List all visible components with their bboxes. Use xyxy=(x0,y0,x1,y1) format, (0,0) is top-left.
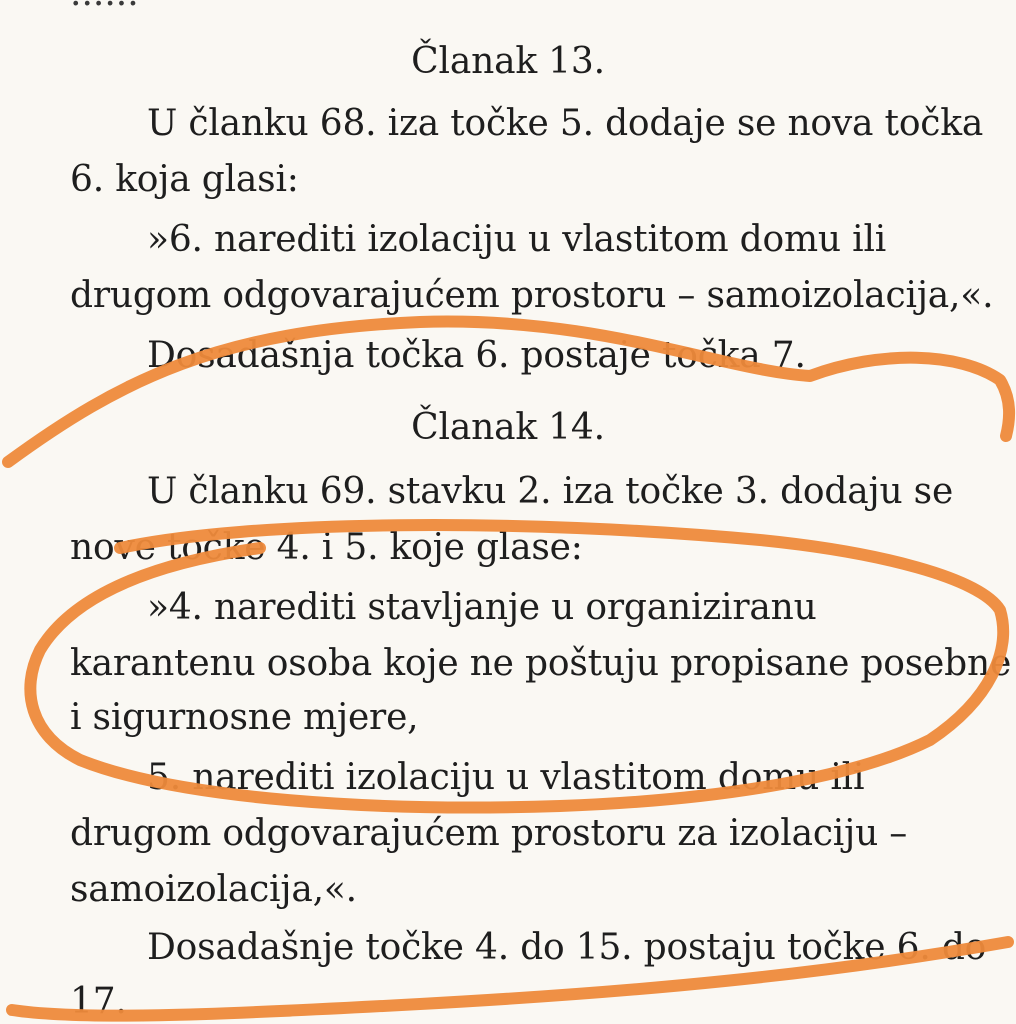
article-13-line-2: 6. koja glasi: xyxy=(70,159,299,200)
article-13-line-5: Dosadašnja točka 6. postaje točka 7. xyxy=(147,335,806,376)
article-14-line-5: i sigurnosne mjere, xyxy=(70,697,419,738)
article-13-line-1: U članku 68. iza točke 5. dodaje se nova točka xyxy=(147,103,984,144)
article-14-line-4: karantenu osoba koje ne poštuju propisane posebne xyxy=(70,643,1012,684)
article-13-line-3: »6. narediti izolaciju u vlastitom domu ili xyxy=(147,219,887,260)
article-14-line-6: 5. narediti izolaciju u vlastitom domu ili xyxy=(147,757,865,798)
cut-off-top-line xyxy=(70,0,139,14)
article-13-line-4: drugom odgovarajućem prostoru – samoizolacija,«. xyxy=(70,275,994,316)
article-14-line-9: Dosadašnje točke 4. do 15. postaju točke 6. do xyxy=(147,927,987,968)
article-14-line-1: U članku 69. stavku 2. iza točke 3. dodaju se xyxy=(147,471,954,512)
article-14-line-8: samoizolacija,«. xyxy=(70,869,357,910)
article-14-line-2: nove točke 4. i 5. koje glase: xyxy=(70,527,583,568)
article-14-heading: Članak 14. xyxy=(411,407,605,448)
article-14-line-3: »4. narediti stavljanje u organiziranu xyxy=(147,587,817,628)
article-13-heading: Članak 13. xyxy=(411,41,605,82)
article-14-line-7: drugom odgovarajućem prostoru za izolaciju – xyxy=(70,813,908,854)
article-14-line-10: 17. xyxy=(70,981,127,1022)
